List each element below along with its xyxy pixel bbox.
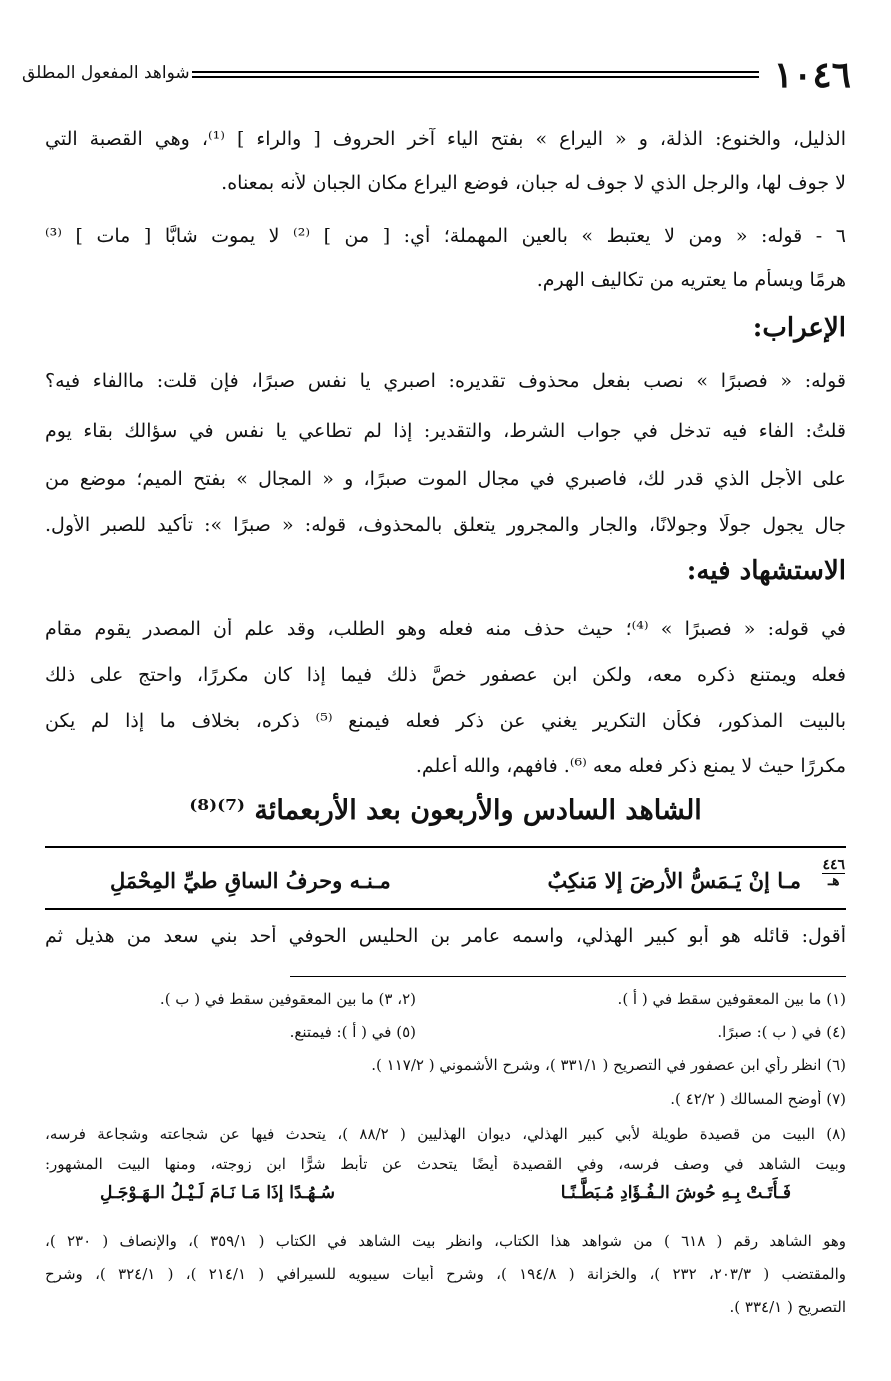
footnote: (٧) أوضح المسالك ( ٤٢/٢ ). (670, 1090, 846, 1108)
footnote: وهو الشاهد رقم ( ٦١٨ ) من شواهد هذا الكتاب، وانظر بيت الشاهد في الكتاب ( ٣٥٩/١ )، والإنصاف ( ٢٣٠ )، (45, 1232, 846, 1250)
footnote: التصريح ( ٣٣٤/١ ). (729, 1298, 846, 1316)
text-line: فعله ويمتنع ذكره معه، ولكن ابن عصفور خصَّ ذلك فيما إذا كان مكررًا، واحتج على ذلك (45, 664, 846, 686)
text-line: مكررًا حيث لا يمنع ذكر فعله معه ⁽⁶⁾. فافهم، والله أعلم. (415, 755, 846, 777)
footnote: (٦) انظر رأي ابن عصفور في التصريح ( ٣٣١/١ )، وشرح الأشموني ( ١١٧/٢ ). (371, 1056, 846, 1074)
verse-top-rule (45, 846, 846, 848)
footnote: (٥) في ( أ ): فيمتنع. (289, 1023, 416, 1041)
text-line: قوله: « فصبرًا » نصب بفعل محذوف تقديره: اصبري يا نفس صبرًا، فإن قلت: ماالفاء فيه؟ (45, 370, 846, 392)
text-line: أقول: قائله هو أبو كبير الهذلي، واسمه عامر بن الحليس الحوفي أحد بني سعد من هذيل ثم (45, 925, 846, 947)
footnote: (٨) البيت من قصيدة طويلة لأبي كبير الهذلي، ديوان الهذليين ( ٨٨/٢ )، يتحدث فيها عن شجاعته وشجاعة فرسه، (45, 1125, 846, 1143)
footnote: وبيت الشاهد في وصف فرسه، وفي القصيدة أيضًا يتحدث عن تأبط شرًّا ابن زوجته، ومنها البيت المشهور: (45, 1155, 846, 1173)
text-line: قلتُ: الفاء فيه تدخل في جواب الشرط، والتقدير: إذا لم تطاعي يا نفس في سؤالك بقاء يوم (45, 420, 846, 442)
text-line: بالبيت المذكور، فكأن التكرير يغني عن ذكر فعله فيمنع ⁽⁵⁾ ذكره، بخلاف ما إذا لم يكن (45, 710, 846, 732)
page-header (22, 55, 851, 95)
section-heading-iraab: الإعراب: (752, 313, 846, 343)
verse-bottom-rule (45, 908, 846, 910)
footnote-separator (290, 976, 846, 977)
verse-second-hemistich: مـنـه وحرفُ الساقِ طيِّ المِحْمَلِ (110, 868, 391, 893)
footnote-verse-second: سُـهُـدًا إذَا مَـا نَـامَ لَـيْـلُ الـهَـوْجَـلِ (100, 1183, 335, 1203)
footnote: والمقتضب ( ٢٠٣/٣، ٢٣٢ )، والخزانة ( ١٩٤/٨ )، وشرح أبيات سيبويه للسيرافي ( ٢١٤/١ )، ( ٣٢٤/١ )، وشرح (45, 1265, 846, 1283)
text-line: ٦ - قوله: « ومن لا يعتبط » بالعين المهملة؛ أي: [ من ] ⁽²⁾ لا يموت شابًّا [ مات ] ⁽³⁾ (45, 225, 846, 247)
header-rule (192, 71, 759, 78)
text-line: لا جوف لها، والرجل الذي لا جوف له جبان، فوضع اليراع مكان الجبان لأنه بمعناه. (221, 172, 846, 194)
shahid-title: الشاهد السادس والأربعون بعد الأربعمائة ⁽⁷⁾⁽⁸⁾ (189, 795, 702, 826)
footnote: (١) ما بين المعقوفين سقط في ( أ ). (617, 990, 846, 1008)
verse-first-hemistich: مـا إنْ يَـمَسُّ الأرضَ إلا مَنكِبٌ (547, 868, 801, 893)
text-line: هرمًا ويسأم ما يعتريه من تكاليف الهرم. (536, 269, 846, 291)
section-heading-istishhad: الاستشهاد فيه: (686, 556, 846, 586)
running-title: شواهد المفعول المطلق (22, 63, 190, 83)
footnote: (٤) في ( ب ): صبرًا. (717, 1023, 846, 1041)
text-line: على الأجل الذي قدر لك، فاصبري في مجال الموت صبرًا، و « المجال » بفتح الميم؛ موضع من (45, 468, 846, 490)
verse-number (822, 858, 845, 889)
footnote-verse-first: فَـأَتَـتْ بِـهِ حُوشَ الـفُـؤَادِ مُـبَطَّـنًـا (560, 1183, 791, 1203)
text-line: في قوله: « فصبرًا » ⁽⁴⁾؛ حيث حذف منه فعله وهو الطلب، وقد علم أن المصدر يقوم مقام (45, 618, 846, 640)
text-line: جال يجول جولًا وجولانًا، والجار والمجرور يتعلق بالمحذوف، قوله: « صبرًا »: تأكيد للصبر الأول. (45, 514, 846, 536)
text-line: الذليل، والخنوع: الذلة، و « اليراع » بفتح الياء آخر الحروف [ والراء ] ⁽¹⁾، وهي القصبة التي (45, 128, 846, 150)
footnote: (٢، ٣) ما بين المعقوفين سقط في ( ب ). (159, 990, 416, 1008)
page-number: ١٠٤٦ (773, 54, 851, 96)
verse-number-digits: ٤٤٦ (822, 857, 845, 873)
verse-number-marker: هـ (822, 873, 845, 889)
